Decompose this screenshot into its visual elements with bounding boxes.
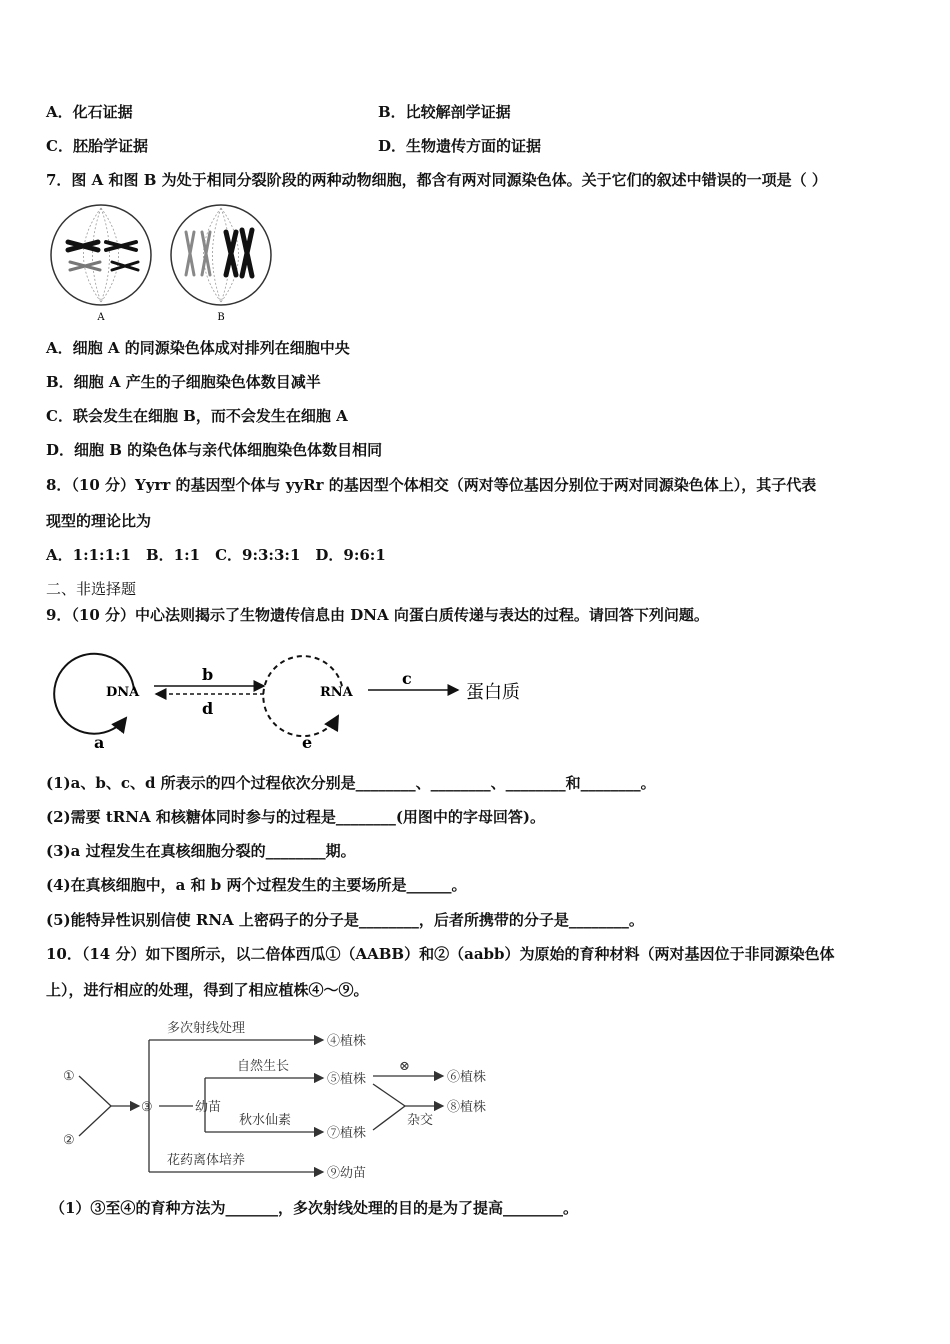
label-b: b <box>202 665 214 684</box>
option-6c: C．胚胎学证据 <box>46 137 148 155</box>
question-9-sub3: (3)a 过程发生在真核细胞分裂的________期。 <box>46 842 356 860</box>
plant-5: ⑤植株 <box>327 1072 367 1087</box>
question-9-sub5: (5)能特异性识别信使 RNA 上密码子的分子是________，后者所携带的分子是________。 <box>46 911 644 929</box>
node-3: ③ <box>141 1100 153 1115</box>
plant-8: ⑧植株 <box>447 1100 487 1115</box>
node-2: ② <box>63 1133 75 1148</box>
label-d: d <box>202 699 214 718</box>
option-7a: A．细胞 A 的同源染色体成对排列在细胞中央 <box>46 339 350 357</box>
question-9-sub2: (2)需要 tRNA 和核糖体同时参与的过程是________(用图中的字母回答)。 <box>46 808 546 826</box>
question-10-stem-line2: 上），进行相应的处理，得到了相应植株④～⑨。 <box>46 981 369 999</box>
plant-7: ⑦植株 <box>327 1126 367 1141</box>
protein-label: 蛋白质 <box>466 682 520 703</box>
plant-9: ⑨幼苗 <box>327 1166 367 1181</box>
breeding-diagram <box>55 1012 525 1187</box>
cell-a <box>51 205 151 305</box>
label-e: e <box>302 733 313 752</box>
option-7b: B．细胞 A 产生的子细胞染色体数目减半 <box>46 373 321 391</box>
label-a: a <box>94 733 105 752</box>
cell-b <box>171 205 271 305</box>
plant-6: ⑥植株 <box>447 1070 487 1085</box>
label-c: c <box>402 669 412 688</box>
selfing-symbol: ⊗ <box>399 1059 410 1074</box>
option-7c: C．联会发生在细胞 B，而不会发生在细胞 A <box>46 407 348 425</box>
plant-4: ④植株 <box>327 1034 367 1049</box>
central-dogma-diagram <box>46 638 566 756</box>
question-9-stem: 9．（10 分）中心法则揭示了生物遗传信息由 DNA 向蛋白质传递与表达的过程。请回答下列问题。 <box>46 606 709 624</box>
label-colchicine: 秋水仙素 <box>239 1113 292 1128</box>
question-8-stem-line1: 8．（10 分）Yyrr 的基因型个体与 yyRr 的基因型个体相交（两对等位基因分别位于两对同源染色体上），其子代表 <box>46 476 817 494</box>
seedling-label: 幼苗 <box>195 1100 222 1115</box>
question-9-sub4: (4)在真核细胞中，a 和 b 两个过程发生的主要场所是______。 <box>46 876 467 894</box>
cell-b-label: B <box>217 312 225 323</box>
cell-division-figure <box>46 200 276 325</box>
question-8-stem-line2: 现型的理论比为 <box>46 512 152 530</box>
question-8-options: A．1:1:1:1 B．1:1 C．9:3:3:1 D．9:6:1 <box>46 546 386 564</box>
dna-label: DNA <box>106 685 140 700</box>
label-natural: 自然生长 <box>237 1059 290 1074</box>
question-10-stem-line1: 10．（14 分）如下图所示，以二倍体西瓜①（AABB）和②（aabb）为原始的育种材料（两对基因位于非同源染色体 <box>46 945 835 963</box>
node-1: ① <box>63 1069 75 1084</box>
label-radiation: 多次射线处理 <box>167 1021 246 1036</box>
question-10-sub1: （1）③至④的育种方法为_______，多次射线处理的目的是为了提高________。 <box>50 1199 578 1217</box>
question-9-sub1: (1)a、b、c、d 所表示的四个过程依次分别是________、________、________和________。 <box>46 774 656 792</box>
option-6d: D．生物遗传方面的证据 <box>378 137 542 155</box>
option-6a: A．化石证据 <box>46 103 133 121</box>
cross-label: 杂交 <box>407 1113 434 1128</box>
cell-a-label: A <box>97 312 105 323</box>
option-6b: B．比较解剖学证据 <box>378 103 511 121</box>
rna-label: RNA <box>320 685 353 700</box>
label-anther: 花药离体培养 <box>167 1153 246 1168</box>
option-7d: D．细胞 B 的染色体与亲代体细胞染色体数目相同 <box>46 441 383 459</box>
section-2-heading: 二、非选择题 <box>46 580 137 598</box>
question-7-stem: 7．图 A 和图 B 为处于相同分裂阶段的两种动物细胞，都含有两对同源染色体。关于它们的叙述中错误的一项是（ ） <box>46 171 827 189</box>
